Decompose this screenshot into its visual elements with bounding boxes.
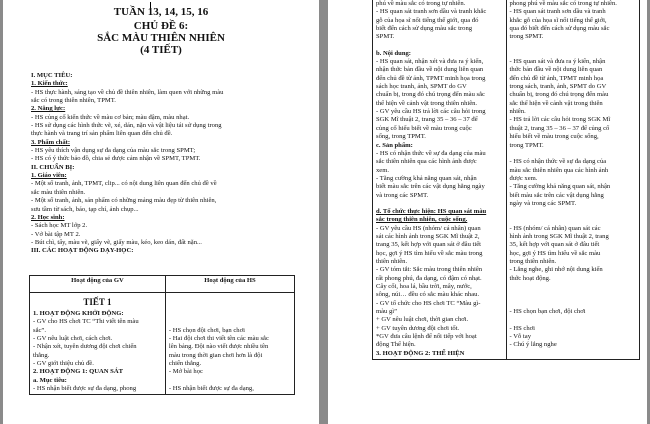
text-line: b. Nội dung: — [376, 49, 411, 57]
text-line — [510, 42, 637, 50]
text-line: - HS nhận biết được sự đa dạng, — [168, 385, 254, 393]
text-line: 2. Học sinh: — [31, 213, 65, 221]
text-line: 3. HOẠT ĐỘNG 2: THỂ HIỆN — [376, 349, 465, 357]
text-line: sắc trong thiên nhiên, cuộc sống. — [376, 216, 468, 224]
text-line: đến chủ đề từ ảnh, TPMT minh họa — [509, 74, 604, 82]
text-line: - Vở bài tập MT 2. — [31, 230, 81, 238]
text-line: 2. HOẠT ĐỘNG 1: QUAN SÁT — [33, 368, 124, 376]
text-line: học, gợi ý HS tìm hiểu về sắc màu — [509, 249, 601, 257]
text-line: thắng. — [33, 351, 50, 359]
title-chapter: CHỦ ĐỀ 6: — [133, 20, 189, 32]
text-line: - Nhận xét, tuyên dương đội chơi chiến — [33, 343, 137, 351]
text-line: chiến thắng. — [168, 360, 202, 368]
text-line: học, gợi ý HS tìm hiểu về sắc màu trong — [376, 249, 483, 257]
text-line: - HS quan sát tranh sơn dầu và tranh — [509, 8, 606, 16]
text-line: - GV yêu cầu HS trả lời các câu hỏi trong — [376, 108, 486, 116]
text-line: - Tăng cường khả năng quan sát, nhận — [509, 183, 611, 191]
text-line: - HS chơi — [509, 324, 535, 332]
text-line: chuẩn bị, trong đó chú trọng đến màu sắc — [376, 91, 485, 99]
text-line: thức hoạt động. — [509, 274, 551, 282]
text-line — [376, 200, 503, 208]
document-page-1 — [3, 0, 319, 424]
text-line: - Lắng nghe, ghi nhớ nội dung kiến — [509, 266, 603, 274]
document-page-2 — [328, 0, 647, 424]
text-line: sắc có trong thiên nhiên, TPMT. — [31, 97, 116, 105]
text-line: - GV tổ chức cho HS chơi TC “Màu gì- — [376, 299, 481, 307]
text-line: lên bảng. Đội nào viết được nhiều tên — [168, 343, 269, 351]
text-line — [510, 283, 637, 291]
text-line: đến chủ đề từ ảnh, TPMT minh họa trong — [376, 74, 486, 82]
text-line: 1. Giáo viên: — [31, 172, 67, 180]
text-line: - Hai đội chơi thi viết tên các màu sắc — [168, 335, 269, 343]
teacher-column — [373, 0, 507, 360]
text-line: - HS có ý thức bảo đồ, chia sẻ được cảm nhận về SPMT, TPMT. — [31, 155, 201, 163]
text-line: - Vỗ tay — [509, 333, 531, 341]
text-line: - HS chọn bạn chơi, đội chơi — [509, 308, 586, 316]
text-line: biết màu sắc trên các vật dụng hằng ngày — [376, 183, 485, 191]
text-line — [376, 42, 503, 50]
text-line: sông, núi… đều có sắc màu khác nhau. — [376, 291, 480, 299]
text-line — [510, 316, 637, 324]
text-line — [510, 50, 637, 58]
text-line: 1. HOẠT ĐỘNG KHỞI ĐỘNG: — [33, 310, 124, 317]
text-line: trong sách, tranh, ảnh, SPMT do GV — [509, 83, 607, 91]
text-line: sống, trong TPMT. — [376, 133, 426, 141]
text-line: trong thiên nhiên. — [509, 257, 557, 265]
text-line — [510, 291, 637, 299]
text-line: xem. — [376, 166, 390, 174]
text-line: được xem. — [509, 174, 538, 182]
text-line: - Chú ý lắng nghe — [509, 341, 557, 349]
text-line: phú về màu sắc có trong tự nhiên. — [376, 0, 466, 7]
text-line: nhận thức bản đầu về nội dung liên quan — [376, 66, 484, 74]
text-line: - GV cho HS chơi TC “Thi viết tên màu — [33, 318, 139, 326]
text-line: - GV yêu cầu HS (nhóm/ cá nhân) quan — [376, 224, 481, 232]
text-line: thiên nhiên. — [376, 257, 408, 265]
text-line: màu gì” — [376, 308, 398, 316]
text-line — [510, 216, 637, 224]
student-column — [165, 293, 294, 395]
text-line — [169, 310, 291, 318]
text-line: - HS sử dụng các hình thức vẽ, xé, dán, nặn và vật liệu tái sử dụng trong — [31, 122, 222, 130]
text-line — [510, 150, 637, 158]
student-column — [506, 0, 640, 360]
teacher-column — [30, 293, 166, 395]
text-line: thể hiện về cảnh vật trong thiên nhiên. — [376, 99, 478, 107]
text-line: + GV tuyên dương đội chơi tốt. — [376, 324, 460, 332]
text-line: - HS có nhận thức về sự đa dạng của — [509, 158, 607, 166]
text-line: gỗ của họa sĩ nổi tiếng thế giới, qua đó — [376, 16, 479, 24]
text-line: biết đến cách sử dụng màu sắc trong — [376, 25, 473, 33]
text-line: II. CHUẨN BỊ: — [31, 163, 75, 171]
title-topic: SẮC MÀU THIÊN NHIÊN — [97, 32, 225, 44]
text-line: - HS quan sát tranh sơn dầu và tranh khắc — [376, 8, 487, 16]
text-line: Cây cối, hoa lá, bầu trời, mây, nước, — [376, 283, 472, 290]
text-line: sắc màu thiên nhiên. — [31, 188, 86, 196]
text-line: động Thể hiện. — [376, 341, 416, 349]
text-line: - Tăng cường khả năng quan sát, nhận — [376, 174, 477, 182]
text-line: d. Tổ chức thực hiện: HS quan sát màu — [376, 207, 487, 215]
header-teacher: Hoạt động của GV — [30, 276, 166, 293]
text-line: - HS nhận biết được sự đa dạng, phong — [33, 385, 137, 393]
text-line: SPMT. — [376, 33, 395, 41]
text-line: biết màu sắc trên các vật dụng hằng — [509, 191, 604, 199]
header-student: Hoạt động của HS — [165, 276, 294, 293]
activities-table-continued — [372, 0, 640, 360]
text-line: củng cố hiểu biết về màu trong cuộc — [376, 124, 472, 132]
text-line: - Một số tranh, ảnh, TPMT, clip... có nội dung liên quan đến chủ đề về — [31, 180, 217, 188]
text-line — [510, 300, 637, 308]
text-line: - Một số tranh, ảnh, sản phẩm có những mảng màu đẹp từ thiên nhiên, — [31, 197, 217, 205]
text-line: sắc thể hiện về cảnh vật trong thiên — [509, 99, 603, 107]
text-line: phong phú về màu sắc có trong tự nhiên. — [509, 0, 617, 7]
text-line: màu trong thời gian chơi hơn là đội — [168, 351, 263, 359]
text-line: - GV nêu luật chơi, cách chơi. — [33, 335, 113, 343]
activities-table — [29, 275, 295, 395]
text-line: SGK Mĩ thuật 2, trang 35 – 36 – 37 để — [376, 116, 478, 124]
text-line: chuẩn bị, trong đó chú trọng đến màu — [509, 91, 609, 99]
text-line: sát các hình ảnh trong SGK Mĩ thuật 2, — [376, 232, 480, 240]
text-line: I. MỤC TIÊU: — [31, 72, 73, 79]
text-line: - GV tóm tắt: Sắc màu trong thiên nhiên — [376, 266, 483, 274]
text-line: sắc thiên nhiên qua các hình ảnh được — [376, 158, 477, 166]
text-line: + GV nêu luật chơi, thời gian chơi. — [376, 316, 469, 324]
text-line: - HS yêu thích vận dụng sự đa dạng của màu sắc trong SPMT; — [31, 147, 196, 155]
text-line: thực hành và trang trí sản phẩm liên quan đến chủ đề. — [31, 130, 173, 138]
text-line: hiểu biết về màu trong cuộc sống, — [509, 133, 599, 141]
text-line: ngày và trong các SPMT. — [509, 199, 577, 207]
text-line: trong SPMT. — [509, 33, 544, 41]
text-line: hình ảnh trong SGK Mĩ thuật 2, trang — [509, 232, 609, 240]
text-line: khắc gỗ của họa sĩ nổi tiếng thế giới, — [509, 16, 607, 24]
title-periods: (4 TIẾT) — [140, 44, 182, 56]
text-line: thức bản đầu về nội dung liên quan — [509, 66, 603, 74]
text-line: 1. Kiến thức: — [31, 80, 68, 88]
text-line: thuật 2, trang 35 – 36 – 37 để củng cố — [509, 124, 610, 132]
lesson-heading: TIẾT 1 — [83, 297, 112, 307]
text-line: màu sắc thiên nhiên qua các hình ảnh — [509, 166, 609, 174]
objectives-section — [31, 72, 296, 256]
text-line — [169, 377, 291, 385]
text-line: nhiên. — [509, 108, 526, 116]
title-weeks: TUẦN 13, 14, 15, 16 — [113, 6, 209, 18]
text-line: trong TPMT. — [509, 141, 544, 149]
text-line: - GV giới thiệu chủ đề. — [33, 360, 94, 368]
text-line: - Bút chì, tẩy, màu vẽ, giấy vẽ, giấy màu, kéo, keo dán, đất nặn... — [31, 238, 202, 246]
text-line: - HS (nhóm/ cá nhân) quan sát các — [509, 224, 601, 232]
text-line: 3. Phẩm chất: — [31, 138, 71, 146]
text-line: và trong các SPMT. — [376, 191, 429, 199]
text-line: sưu tầm từ sách, báo, tạp chí, ảnh chụp... — [31, 205, 139, 213]
text-line: - Mở bài học — [168, 368, 203, 376]
text-line: - HS củng cố kiến thức về màu cơ bản; màu đậm, màu nhạt. — [31, 113, 190, 121]
text-line: *GV đưa câu lệnh để nối tiếp với hoạt — [376, 333, 477, 341]
text-line: a. Mục tiêu: — [33, 376, 67, 384]
text-line: 35, kết hợp với quan sát ở đâu tiết — [509, 241, 600, 249]
text-line: qua đó biết đến cách sử dụng màu sắc — [509, 25, 610, 33]
text-line: c. Sản phẩm: — [376, 141, 413, 149]
text-line: - Sách học MT lớp 2. — [31, 222, 88, 230]
text-line: - HS có nhận thức về sự đa dạng của màu — [376, 149, 486, 157]
text-line: - HS quan sát, nhận xét và đưa ra ý kiến, — [376, 58, 484, 66]
text-line: sách học tranh, ảnh, SPMT do GV — [376, 83, 467, 91]
text-line: sắc”. — [33, 326, 46, 334]
text-line: 2. Năng lực: — [31, 105, 66, 113]
text-line: - HS trả lời các câu hỏi trong SGK Mĩ — [509, 116, 611, 124]
text-line: trang 35, kết hợp với quan sát ở đâu tiết — [376, 241, 481, 249]
text-line: III. CÁC HOẠT ĐỘNG DẠY-HỌC: — [31, 247, 134, 255]
text-line: rất phong phú, đa dạng, có đậm có nhạt. — [376, 274, 482, 282]
text-line — [169, 318, 291, 326]
text-line: - HS thực hành, sáng tạo về chủ đề thiên nhiên, làm quen với những màu — [31, 88, 224, 96]
text-line: - HS chọn đội chơi, bạn chơi — [168, 326, 245, 334]
text-line: - HS quan sát và đưa ra ý kiến, nhận — [509, 58, 606, 66]
text-line — [510, 208, 637, 216]
